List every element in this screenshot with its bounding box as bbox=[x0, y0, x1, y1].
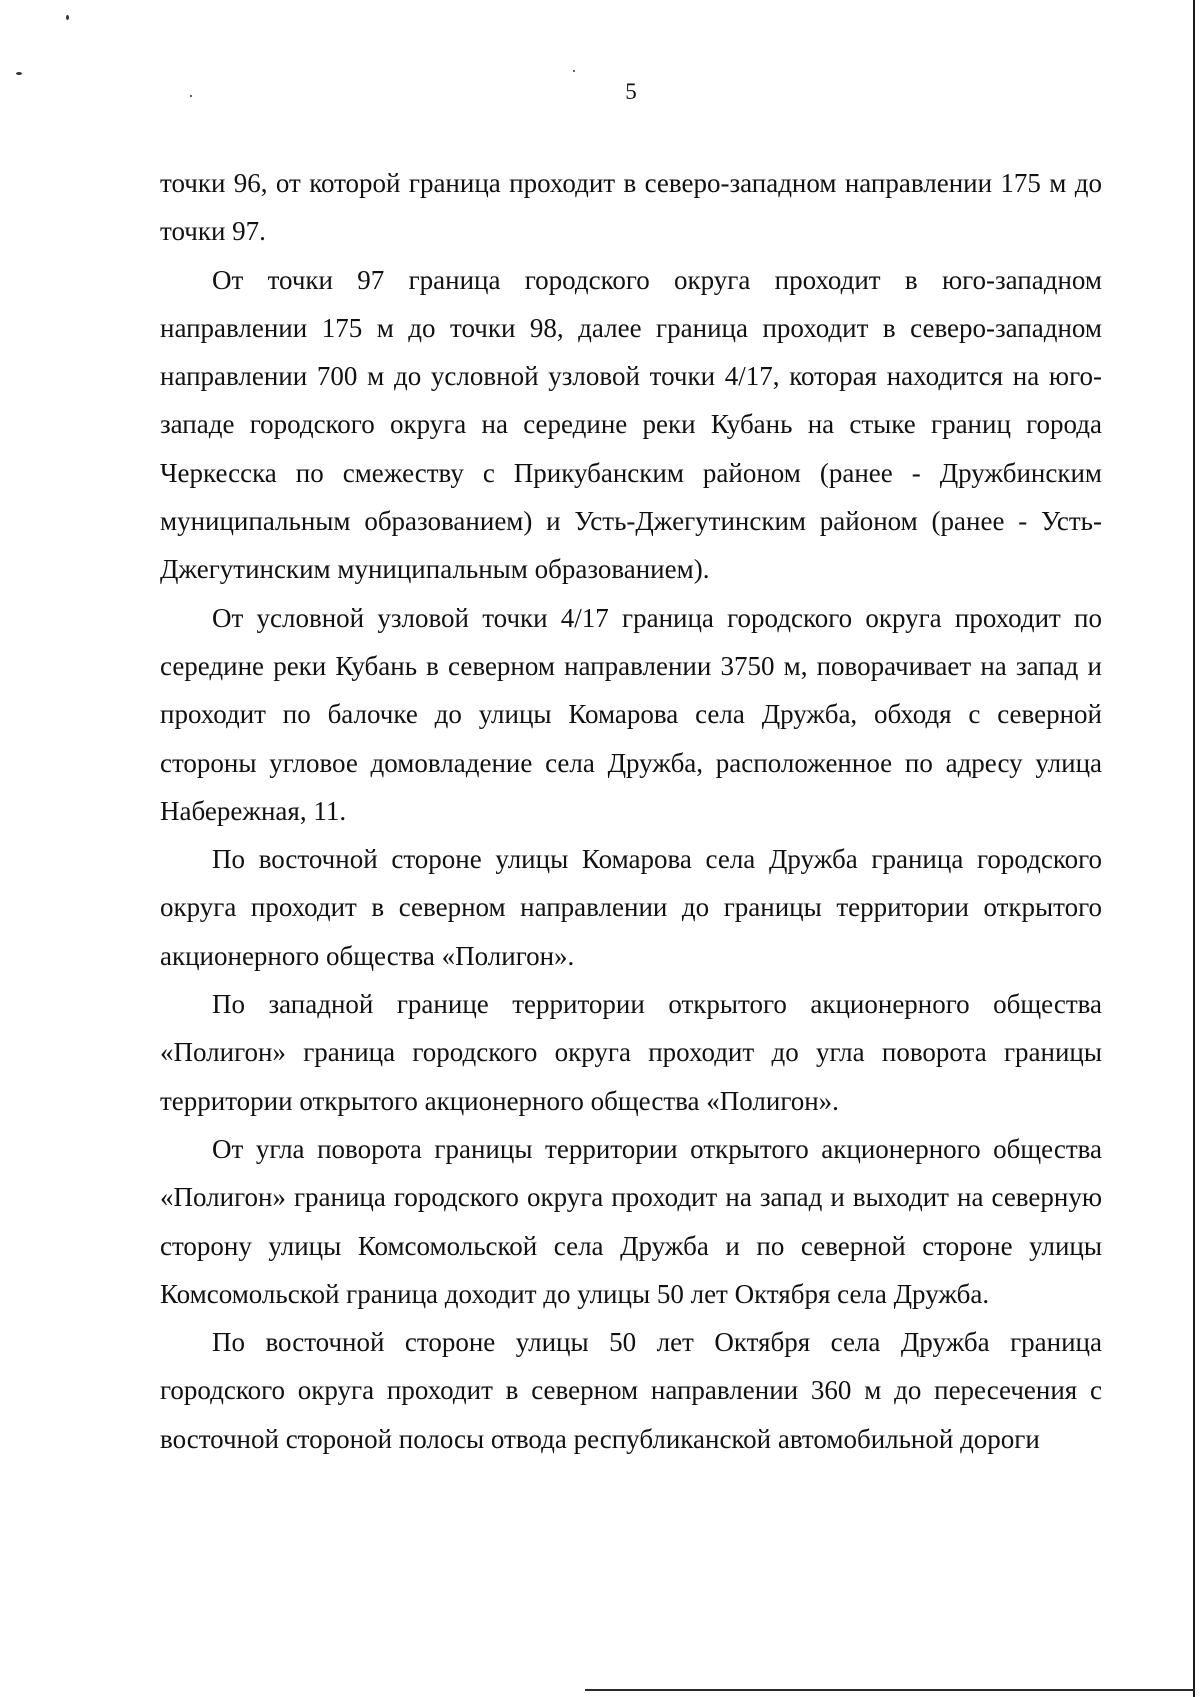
paragraph-1: точки 96, от которой граница проходит в северо-западном направлении 175 м до точки 97. bbox=[160, 168, 1102, 247]
scan-right-edge bbox=[1193, 0, 1195, 1697]
paragraph-3: От условной узловой точки 4/17 граница городского округа проходит по середине реки Кубань в северном направлении 3750 м, поворачивает на запад и проходит по балочке до улицы Комарова села Дружба, обходя с северной стороны угловое домовладение села Дружба, расположенное по адресу улица Набережная, 11. bbox=[160, 602, 1102, 826]
scan-bottom-edge bbox=[585, 1689, 1195, 1691]
scan-speck bbox=[190, 95, 192, 97]
paragraph-5: По западной границе территории открытого акционерного общества «Полигон» граница городского округа проходит до угла поворота границы территории открытого акционерного общества «Полигон». bbox=[160, 989, 1102, 1116]
page-number: 5 bbox=[625, 79, 637, 104]
paragraph-7: По восточной стороне улицы 50 лет Октября села Дружба граница городского округа проходит в северном направлении 360 м до пересечения с восточной стороной полосы отвода республиканской автомобильной дороги bbox=[160, 1327, 1102, 1454]
document-body bbox=[160, 159, 1102, 1463]
scan-speck bbox=[66, 15, 69, 20]
paragraph-6: От угла поворота границы территории открытого акционерного общества «Полигон» граница городского округа проходит на запад и выходит на северную сторону улицы Комсомольской села Дружба и по северной стороне улицы Комсомольской граница доходит до улицы 50 лет Октября села Дружба. bbox=[160, 1133, 1102, 1309]
paragraph-2: От точки 97 граница городского округа проходит в юго-западном направлении 175 м до точки 98, далее граница проходит в северо-западном направлении 700 м до условной узловой точки 4/17, которая находится на юго-западе городского округа на середине реки Кубань на стыке границ города Черкесска по смежеству с Прикубанским районом (ранее - Дружбинским муниципальным образованием) и Усть-Джегутинским районом (ранее - Усть-Джегутинским муниципальным образованием). bbox=[160, 264, 1102, 585]
paragraph-4: По восточной стороне улицы Комарова села Дружба граница городского округа проходит в северном направлении до границы территории открытого акционерного общества «Полигон». bbox=[160, 844, 1102, 971]
scan-speck bbox=[16, 72, 22, 75]
scan-speck bbox=[573, 70, 575, 72]
